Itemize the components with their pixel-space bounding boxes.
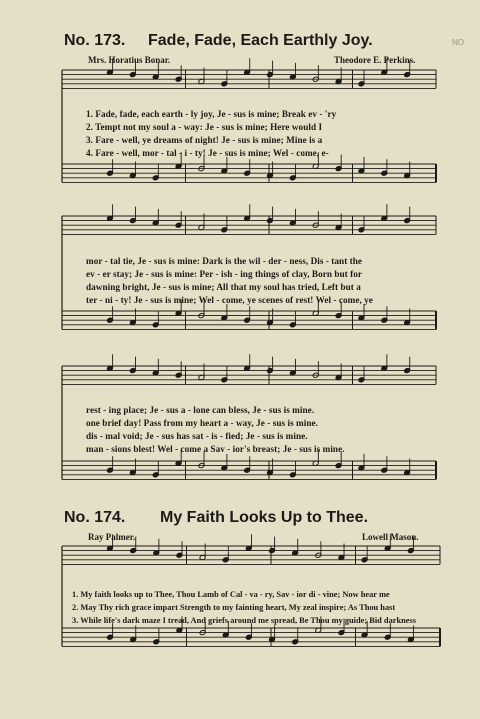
- hymn-173-sys1-verse4: 4. Fare - well, mor - tal - i - ty! Je - sus is mine; Wel - come, e-: [86, 148, 329, 158]
- hymn-174-number: No. 174.: [64, 509, 126, 526]
- hymn-173-sys2-verse3: dawning bright, Je - sus is mine; All that my soul has tried, Left but a: [86, 282, 361, 292]
- hymn-173-number: No. 173.: [64, 32, 126, 49]
- hymn-173-sys2-verse2: ev - er stay; Je - sus is mine: Per - ish - ing things of clay, Born but for: [86, 269, 363, 279]
- hymn-173-sys3-verse2: one brief day! Pass from my heart a - way, Je - sus is mine.: [86, 418, 318, 428]
- hymn-173-title: Fade, Fade, Each Earthly Joy.: [148, 32, 373, 49]
- hymn-174-sys1-verse2: 2. May Thy rich grace impart Strength to my fainting heart, My zeal inspire; As Thou hast: [72, 603, 396, 612]
- hymn-173-composer: Theodore E. Perkins.: [334, 55, 416, 65]
- hymn-173-sys2-verse1: mor - tal tie, Je - sus is mine: Dark is the wil - der - ness, Dis - tant the: [86, 256, 363, 266]
- hymn-173-sys1-verse1: 1. Fade, fade, each earth - ly joy, Je - sus is mine; Break ev - 'ry: [86, 109, 337, 119]
- hymn-174-composer: Lowell Mason.: [362, 532, 419, 542]
- edge-bleed-text: NO: [452, 38, 464, 47]
- hymn-173-sys3-verse1: rest - ing place; Je - sus a - lone can bless, Je - sus is mine.: [86, 405, 315, 415]
- hymn-174-sys1-verse1: 1. My faith looks up to Thee, Thou Lamb of Cal - va - ry, Sav - ior di - vine; Now hear me: [72, 590, 390, 599]
- hymn-173-sys2-verse4: ter - ni - ty! Je - sus is mine; Wel - come, ye scenes of rest! Wel - come, ye: [86, 295, 373, 305]
- hymn-174-title: My Faith Looks Up to Thee.: [160, 509, 369, 526]
- hymn-174-sys1-verse3: 3. While life's dark maze I tread, And griefs around me spread, Be Thou my guide; Bid darkness: [72, 616, 417, 625]
- hymn-173-author: Mrs. Horatius Bonar.: [88, 55, 171, 65]
- hymn-174-author: Ray Palmer.: [88, 532, 136, 542]
- hymn-173-sys1-verse3: 3. Fare - well, ye dreams of night! Je - sus is mine; Mine is a: [86, 135, 323, 145]
- hymn-173-sys3-verse4: man - sions blest! Wel - come a Sav - ior's breast; Je - sus is mine.: [86, 444, 345, 454]
- hymn-173-sys3-verse3: dis - mal void; Je - sus has sat - is - fied; Je - sus is mine.: [86, 431, 308, 441]
- hymn-173-sys1-verse2: 2. Tempt not my soul a - way: Je - sus is mine; Here would I: [86, 122, 323, 132]
